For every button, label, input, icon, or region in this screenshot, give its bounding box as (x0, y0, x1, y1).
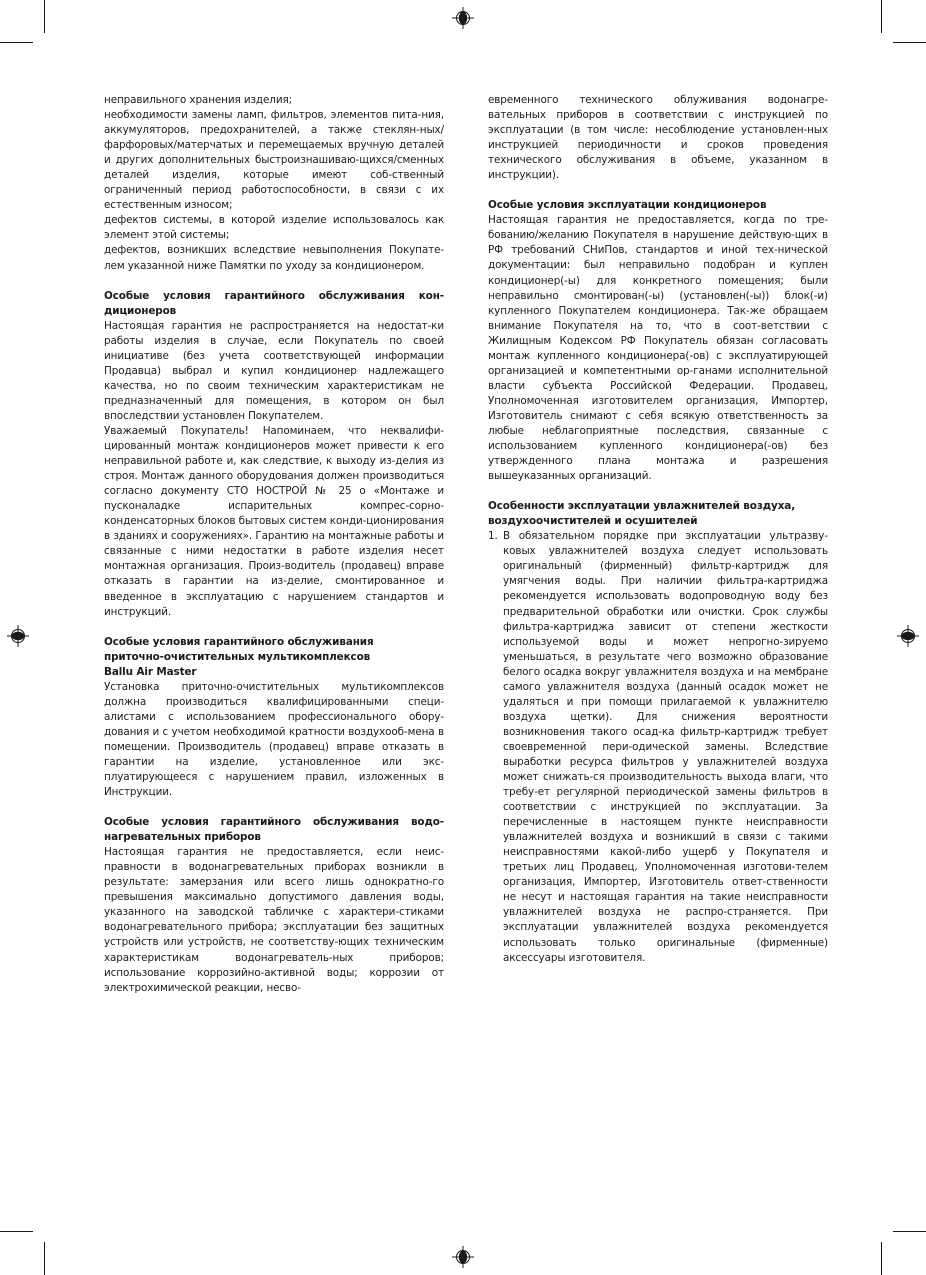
section-paragraph: Уважаемый Покупатель! Напоминаем, что неквалифи-цированный монтаж кондиционеров может привести к его неправильной работе и, как следствие, к выходу из-делия из строя. Монтаж данного оборудования должен производиться согласно документу СТО НОСТРОЙ № 25 о «Монтаже и пусконаладке испарительных компрес-сорно-конденсаторных блоков бытовых систем конди-ционирования в зданиях и сооружениях». Гарантию на монтажные работы и связанные с ними недостатки в работе изделия несет монтажная организация. Произ-водитель (продавец) вправе отказать в гарантии на из-делие, смонтированное и введенное в эксплуатацию с нарушением стандартов и инструкций. (104, 424, 444, 618)
section-paragraph: Установка приточно-очистительных мультикомплексов должна производиться квалифицированными специ-алистами с использованием профессионального обору-дования и с учетом необходимой кратности воздухооб-мена в помещении. Производитель (продавец) вправе отказать в гарантии на изделие, установленное или экс-плуатирующееся с нарушением правил, изложенных в Инструкции. (104, 680, 444, 799)
section-spacer (488, 484, 828, 499)
exclusion-item: необходимости замены ламп, фильтров, элементов пита-ния, аккумуляторов, предохранителей, а также стеклян-ных/фарфоровых/матерчатых и перемещаемых вручную деталей и других дополнительных быстроизнашиваю-щихся/сменных деталей изделия, которые имеют соб-ственный ограниченный период работоспособности, в связи с их естественным износом; (104, 109, 444, 212)
list-item-number: 1. (488, 530, 498, 543)
section-paragraph: Настоящая гарантия не предоставляется, когда по тре-бованию/желанию Покупателя в нарушение действую-щих в РФ требований СНиПов, стандартов и иной тех-нической документации: был неправильно подобран и куплен кондиционер(-ы) для конкретного помещения; были неправильно смонтирован(-ы) (установлен(-ы)) блок(-и) купленного Покупателем кондиционера. Так-же обращаем внимание Покупателя на то, что в соот-ветствии с Жилищным Кодексом РФ Покупатель обязан согласовать монтаж купленного кондиционера(-ов) с эксплуатирующей организацией и компетентными ор-ганами исполнительной власти субъекта Российской Федерации. Продавец, Уполномоченная изготовителем организация, Импортер, Изготовитель снимают с себя всякую ответственность за любые неблагоприятные последствия, связанные с использованием купленного кондиционера(-ов) без утвержденного плана монтажа и разрешения вышеуказанных организаций. (488, 214, 828, 483)
registration-target-icon (896, 624, 920, 648)
section-spacer (104, 620, 444, 635)
registration-target-left (6, 624, 30, 648)
two-column-text-body (104, 93, 828, 996)
crop-mark-top-left-vertical (44, 0, 45, 33)
exclusion-item: дефектов системы, в которой изделие использовалось как элемент этой системы; (104, 214, 444, 242)
crop-mark-bottom-right-horizontal (893, 1231, 926, 1232)
section-heading-ballu-air-master-line2: приточно-очистительных мультикомплексов (104, 650, 371, 663)
left-column (104, 93, 444, 996)
humidifier-numbered-list (488, 529, 828, 965)
list-item-text: В обязательном порядке при эксплуатации ультразву-ковых увлажнителей воздуха следует использовать оригинальный (фирменный) фильтр-картридж для умягчения воды. При наличии фильтра-картриджа рекомендуется использовать водопроводную воду без предварительной обработки или очистки. Срок службы фильтра-картриджа зависит от степени жесткости используемой воды и может непрогно-зируемо уменьшаться, в результате чего возможно образование белого осадка вокруг увлажнителя воздуха и на мембране самого увлажнителя воздуха (данный осадок может не удаляться и при помощи прилагаемой к увлажнителю воздуха щетки). Для снижения вероятности возникновения такого осад-ка фильтр-картридж требует своевременной пери-одической замены. Вследствие выработки ресурса фильтров у увлажнителей воздуха может снижать-ся производительность выхода влаги, что требу-ет регулярной периодической замены фильтров в соответствии с инструкцией по эксплуатации. За перечисленные в настоящем пункте неисправности увлажнителей воздуха и возникший в связи с такими неисправностями какой-либо ущерб у Покупателя и третьих лиц Продавец, Уполномоченная изготови-телем организация, Импортер, Изготовитель ответ-ственности не несут и настоящая гарантия на такие неисправности увлажнителей воздуха не распро-страняется. При эксплуатации увлажнителей воздуха рекомендуется использовать только оригинальные (фирменные) аксессуары изготовителя. (503, 530, 828, 964)
crop-mark-top-right-vertical (881, 0, 882, 33)
section-heading-water-heaters: Особые условия гарантийного обслуживания водо-нагревательных приборов (104, 816, 444, 844)
registration-target-icon (451, 1245, 475, 1269)
section-heading-ballu-air-master-brand: Ballu Air Master (104, 665, 197, 678)
section-paragraph: Настоящая гарантия не распространяется на недостат-ки работы изделия в случае, если Покупатель по своей инициативе (без учета соответствующей информации Продавца) выбрал и купил кондиционер надлежащего качества, но по своим техническим характеристикам не предназначенный для помещения, в котором он был впоследствии установлен Покупателем. (104, 319, 444, 422)
exclusion-item: неправильного хранения изделия; (104, 94, 293, 106)
crop-mark-bottom-left-vertical (44, 1242, 45, 1275)
registration-target-icon (6, 624, 30, 648)
crop-mark-bottom-left-horizontal (0, 1231, 33, 1232)
list-item (488, 529, 828, 965)
section-heading-air-conditioner-service: Особые условия гарантийного обслуживания кон-диционеров (104, 289, 444, 317)
section-heading-humidifiers-line2: воздухоочистителей и осушителей (488, 515, 698, 528)
section-heading-humidifiers: Особенности эксплуатации увлажнителей воздуха, (488, 500, 796, 513)
crop-mark-top-right-horizontal (893, 42, 926, 43)
crop-mark-bottom-right-vertical (881, 1242, 882, 1275)
continuation-paragraph: евременного технического облуживания водонагре-вательных приборов в соответствии с инструкцией по эксплуатации (в том числе: несоблюдение установлен-ных инструкцией периодичности и сроков проведения технического обслуживания в объеме, указанном в инструкции). (488, 94, 828, 182)
registration-target-icon (451, 6, 475, 30)
section-heading-ballu-air-master: Особые условия гарантийного обслуживания (104, 635, 374, 648)
section-spacer (488, 183, 828, 198)
section-spacer (104, 800, 444, 815)
registration-target-right (896, 624, 920, 648)
section-spacer (104, 274, 444, 289)
registration-target-top (451, 6, 475, 30)
registration-target-bottom (451, 1245, 475, 1269)
section-heading-air-conditioner-operation: Особые условия эксплуатации кондиционеров (488, 199, 767, 212)
exclusion-item: дефектов, возникших вследствие невыполнения Покупате-лем указанной ниже Памятки по уходу за кондиционером. (104, 244, 444, 272)
section-paragraph: Настоящая гарантия не предоставляется, если неис-правности в водонагревательных приборах возникли в результате: замерзания или всего лишь однократно-го превышения максимально допустимого давления воды, указанного на заводской табличке с характери-стиками водонагревательного прибора; эксплуатации без защитных устройств или устройств, не соответству-ющих техническим характеристикам водонагреватель-ных приборов; использование коррозийно-активной воды; коррозии от электрохимической реакции, несво- (104, 846, 444, 994)
crop-mark-top-left-horizontal (0, 42, 33, 43)
right-column (488, 93, 828, 966)
